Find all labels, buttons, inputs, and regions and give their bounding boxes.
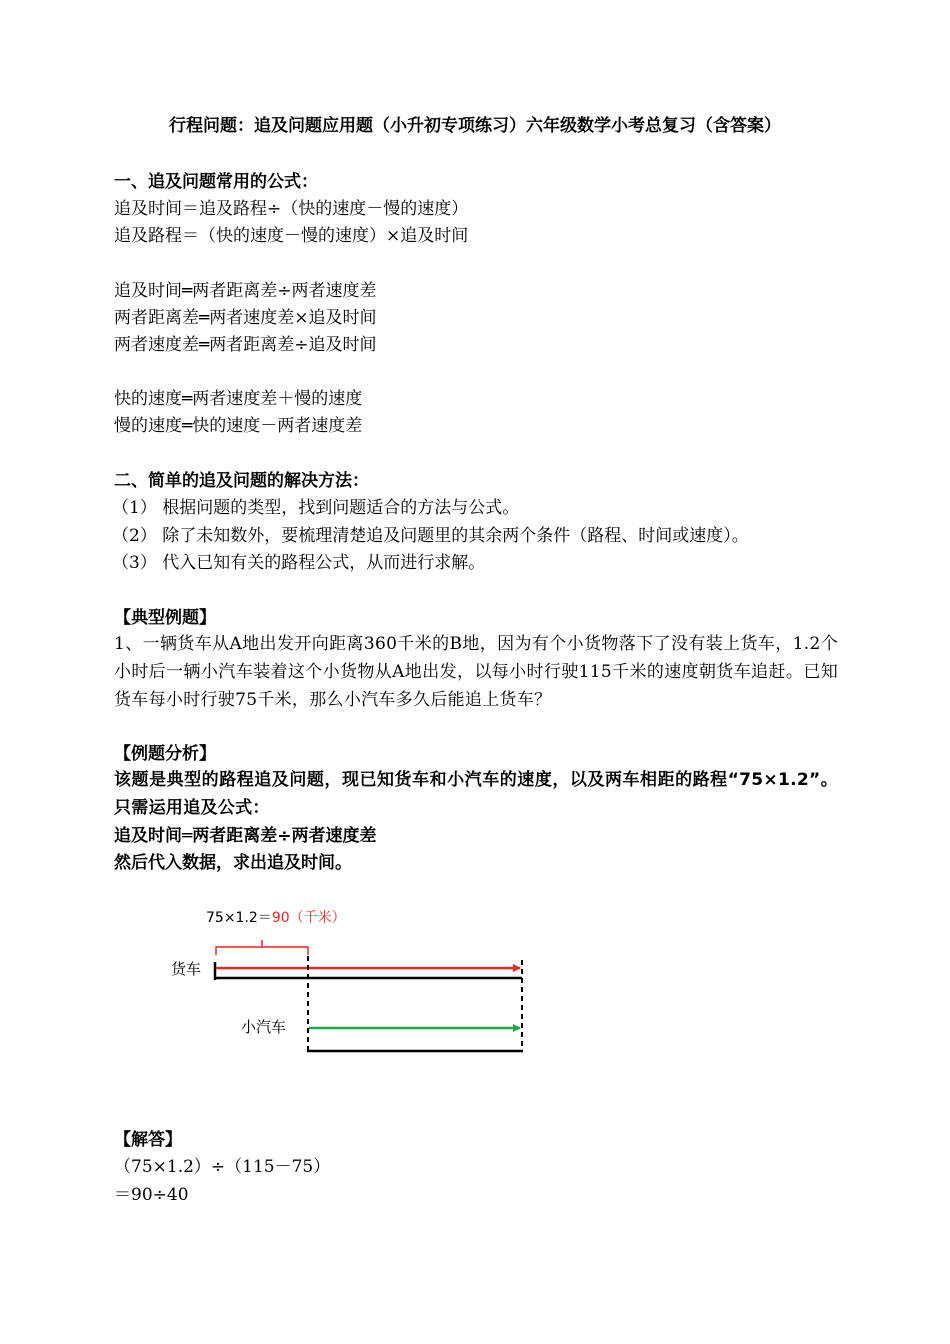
analysis-conclusion: 然后代入数据，求出追及时间。 bbox=[114, 853, 352, 873]
formula-line: 两者距离差═两者速度差×追及时间 bbox=[114, 308, 377, 328]
method-step: （3） 代入已知有关的路程公式，从而进行求解。 bbox=[112, 553, 486, 573]
car-label: 小汽车 bbox=[241, 1018, 287, 1036]
gap-expr: 75×1.2＝ bbox=[206, 910, 272, 926]
section2-heading: 二、简单的追及问题的解决方法： bbox=[114, 471, 369, 491]
answer-heading: 【解答】 bbox=[114, 1130, 182, 1150]
formula-line: 追及时间＝追及路程÷（快的速度－慢的速度） bbox=[114, 199, 469, 219]
section1-heading: 一、追及问题常用的公式： bbox=[114, 172, 318, 192]
formula-line: 慢的速度═快的速度－两者速度差 bbox=[114, 416, 363, 436]
formula-line: 两者速度差═两者距离差÷追及时间 bbox=[114, 335, 377, 355]
analysis-formula: 追及时间═两者距离差÷两者速度差 bbox=[114, 826, 377, 846]
gap-value: 90（千米） bbox=[271, 910, 346, 926]
analysis-text: 该题是典型的路程追及问题，现已知货车和小汽车的速度，以及两车相距的路程“75×1.2”。只需运用追及公式： bbox=[114, 770, 838, 818]
formula-line: 追及路程＝（快的速度－慢的速度）×追及时间 bbox=[114, 226, 469, 246]
gap-bracket bbox=[216, 940, 308, 955]
answer-line: ＝90÷40 bbox=[114, 1185, 189, 1205]
method-step: （2） 除了未知数外，要梳理清楚追及问题里的其余两个条件（路程、时间或速度）。 bbox=[112, 526, 749, 546]
analysis-heading: 【例题分析】 bbox=[114, 744, 216, 764]
answer-line: （75×1.2）÷（115－75） bbox=[114, 1157, 331, 1177]
method-step: （1） 根据问题的类型，找到问题适合的方法与公式。 bbox=[112, 498, 520, 518]
page-title: 行程问题：追及问题应用题（小升初专项练习）六年级数学小考总复习（含答案） bbox=[169, 116, 781, 136]
truck-label: 货车 bbox=[171, 960, 202, 978]
example-heading: 【典型例题】 bbox=[114, 608, 216, 628]
example-text: 1、一辆货车从A地出发开向距离360千米的B地，因为有个小货物落下了没有装上货车，1.2个小时后一辆小汽车装着这个小货物从A地出发，以每小时行驶115千米的速度朝货车追赶。已知货车每小时行驶75千米，那么小汽车多久后能追上货车？ bbox=[114, 634, 838, 710]
formula-line: 追及时间═两者距离差÷两者速度差 bbox=[114, 281, 377, 301]
formula-line: 快的速度═两者速度差＋慢的速度 bbox=[114, 389, 363, 409]
